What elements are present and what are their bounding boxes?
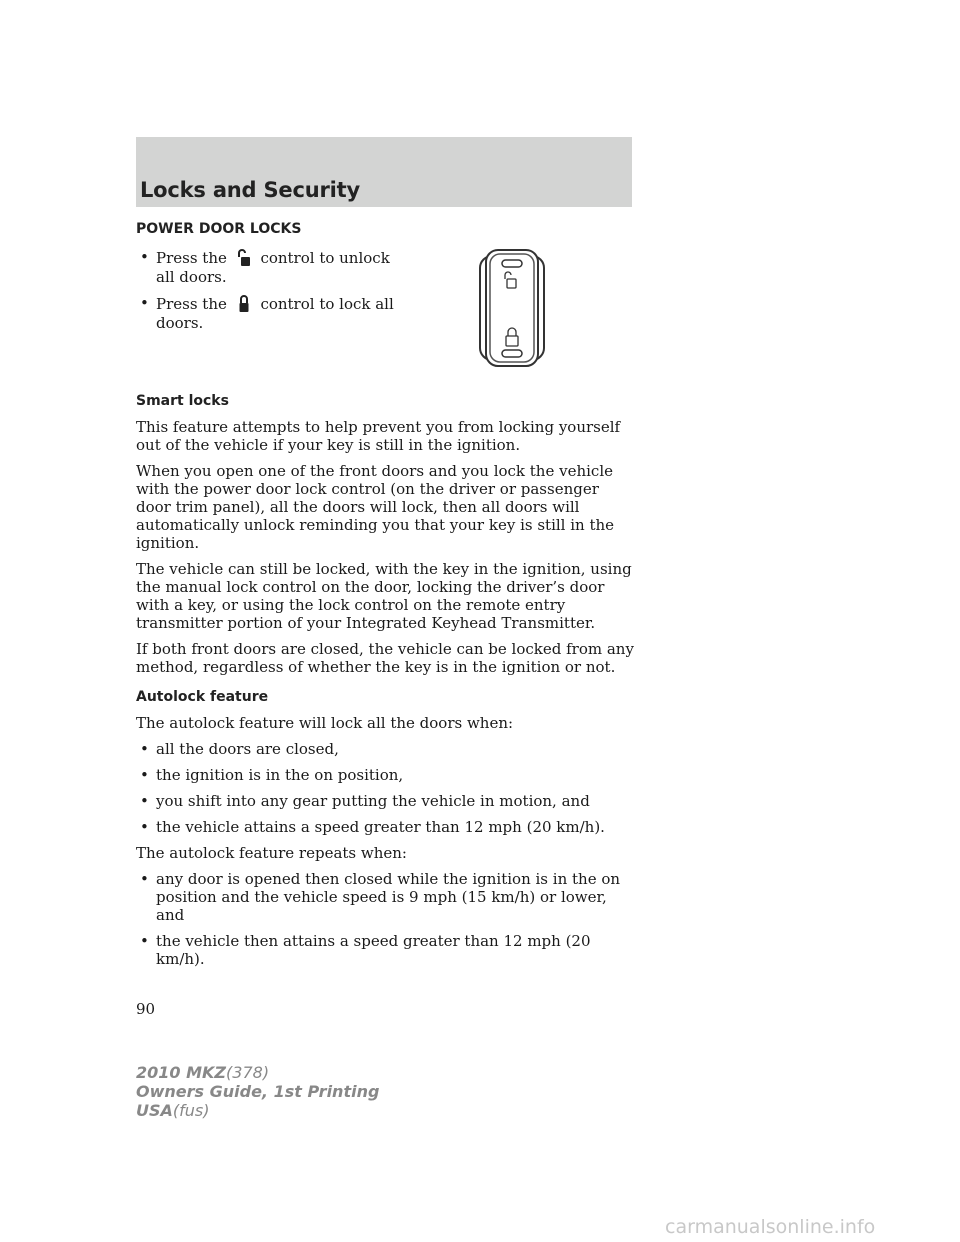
watermark: carmanualsonline.info xyxy=(665,1216,876,1238)
smart-locks-paragraph: This feature attempts to help prevent you from locking yourself out of the vehicle if your key is still in the ignition. xyxy=(136,418,621,454)
list-item: • Press the control to lock all doors. xyxy=(136,294,401,332)
list-item: • any door is opened then closed while the ignition is in the on position and the vehicle speed is 9 mph (15 km/h) or lower, and xyxy=(136,870,636,924)
smart-locks-paragraph: When you open one of the front doors and you lock the vehicle with the power door lock control (on the driver or passenger door trim panel), all the doors will lock, then all doors will automatically unlock reminding you that your key is still in the ignition. xyxy=(136,462,615,552)
door-lock-switch-illustration xyxy=(478,248,546,368)
unlock-icon xyxy=(234,248,254,268)
smart-locks-paragraph: If both front doors are closed, the vehicle can be locked from any method, regardless of whether the key is in the ignition or not. xyxy=(136,640,634,676)
list-item: • the ignition is in the on position, xyxy=(136,766,636,784)
power-door-locks-heading: POWER DOOR LOCKS xyxy=(136,221,302,237)
lock-icon xyxy=(234,294,254,314)
page-content xyxy=(136,220,636,976)
list-item: • the vehicle attains a speed greater than 12 mph (20 km/h). xyxy=(136,818,636,836)
autolock-intro: The autolock feature will lock all the doors when: xyxy=(136,714,514,732)
list-item: • the vehicle then attains a speed greater than 12 mph (20 km/h). xyxy=(136,932,636,968)
autolock-repeat-intro: The autolock feature repeats when: xyxy=(136,844,407,862)
list-item: • all the doors are closed, xyxy=(136,740,636,758)
document-footer: 2010 MKZ(378) Owners Guide, 1st Printing USA(fus) xyxy=(136,1063,380,1120)
smart-locks-heading: Smart locks xyxy=(136,393,229,409)
list-item: • you shift into any gear putting the vehicle in motion, and xyxy=(136,792,636,810)
autolock-heading: Autolock feature xyxy=(136,689,269,705)
list-item: • Press the control to unlock all doors. xyxy=(136,248,401,286)
page-number: 90 xyxy=(136,1000,156,1018)
section-title: Locks and Security xyxy=(140,178,360,202)
autolock-repeat-conditions xyxy=(136,870,636,968)
autolock-conditions xyxy=(136,740,636,836)
smart-locks-paragraph: The vehicle can still be locked, with the key in the ignition, using the manual lock control on the door, locking the driver’s door with a key, or using the lock control on the remote entry transmitter portion of your Integrated Keyhead Transmitter. xyxy=(136,560,632,632)
power-door-locks-list xyxy=(136,248,636,332)
